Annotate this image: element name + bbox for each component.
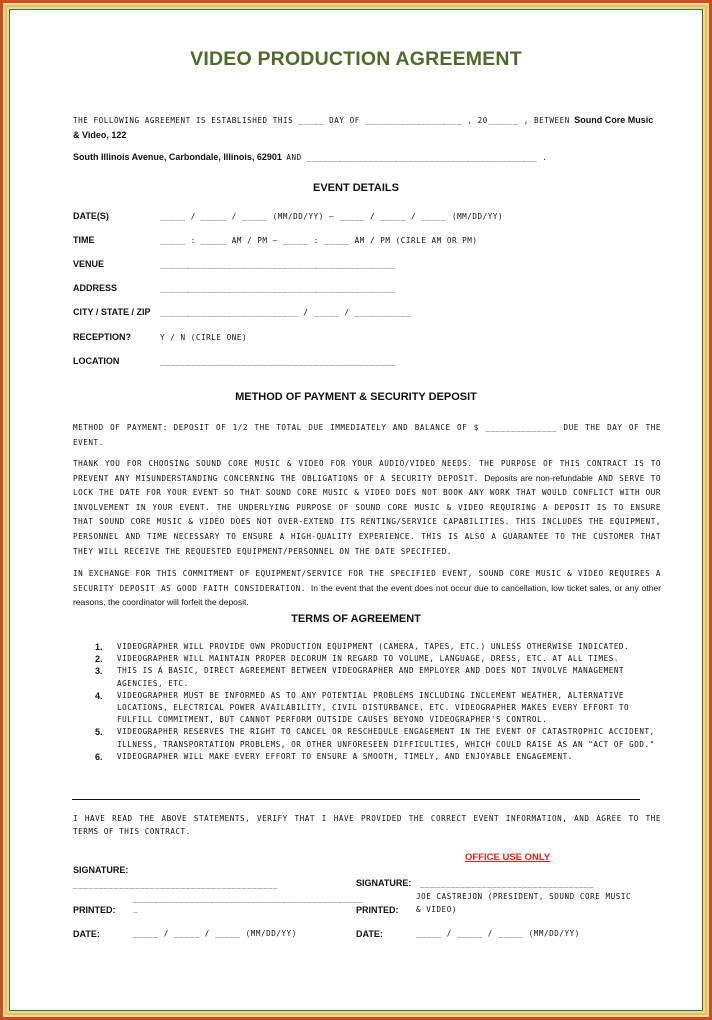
office-use-label: OFFICE USE ONLY bbox=[465, 852, 551, 863]
deposit-paragraph-2 bbox=[73, 566, 661, 609]
term-text: VIDEOGRAPHER WILL MAKE EVERY EFFORT TO ENSURE A SMOOTH, TIMELY, AND ENJOYABLE ENGAGEMENT. bbox=[117, 751, 573, 761]
address-field[interactable]: ______________________________________________ bbox=[160, 284, 396, 293]
city-state-zip-label: CITY / STATE / ZIP bbox=[73, 307, 151, 317]
payment-method bbox=[73, 420, 661, 449]
deposit-text-c: RENTING/SERVICE CAPABILITIES. THIS INCLUDES THE EQUIPMENT, PERSONNEL AND TIME NECESSARY TO ENSURE A HIGH-QUALITY EXPERIENCE. THIS IS ALSO A GUARANTEE TO THE CUSTOMER THAT THEY WILL RECEIVE THE REQUESTED EQUIPMENT/PERSONNEL ON THE DATE SPECIFIED. bbox=[73, 517, 661, 556]
customer-signature-label: SIGNATURE: bbox=[73, 865, 129, 875]
document-title: VIDEO PRODUCTION AGREEMENT bbox=[190, 48, 522, 70]
venue-label: VENUE bbox=[73, 259, 105, 269]
term-text: VIDEOGRAPHER RESERVES THE RIGHT TO CANCEL OR RESCHEDULE ENGAGEMENT IN THE EVENT OF CATASTROPHIC ACCIDENT, ILLNESS, TRANSPORTATION PROBLEMS, OR OTHER UNFORESEEN DIFFICULTIES, WHICH COULD RAISE AS AN "ACT OF GOD." bbox=[117, 727, 655, 749]
term-item bbox=[95, 751, 661, 763]
terms-list bbox=[95, 641, 661, 763]
terms-heading: TERMS OF AGREEMENT bbox=[291, 613, 421, 625]
reception-label: RECEPTION? bbox=[73, 332, 132, 342]
term-number: 2. bbox=[95, 654, 103, 665]
term-text: THIS IS A BASIC, DIRECT AGREEMENT BETWEEN VIDEOGRAPHER AND EMPLOYER AND DOES NOT INVOLVE MANAGEMENT AGENCIES, ETC. bbox=[117, 666, 625, 688]
term-item bbox=[95, 653, 661, 665]
intro-line-1 bbox=[73, 112, 661, 142]
location-field[interactable]: ______________________________________________ bbox=[160, 357, 396, 366]
office-printed-label: PRINTED: bbox=[356, 905, 399, 915]
event-details-heading: EVENT DETAILS bbox=[313, 182, 399, 194]
intro-party-blank: AND _____________________________________________ . bbox=[286, 153, 548, 162]
term-text: VIDEOGRAPHER WILL PROVIDE OWN PRODUCTION EQUIPMENT (CAMERA, TAPES, ETC.) UNLESS OTHERWISE INDICATED. bbox=[117, 642, 630, 651]
venue-field[interactable]: ______________________________________________ bbox=[160, 260, 396, 269]
payment-method-text[interactable]: DEPOSIT OF 1/2 THE TOTAL DUE IMMEDIATELY AND BALANCE OF $ ______________ DUE THE DAY OF THE EVENT. bbox=[73, 423, 661, 447]
office-date-label: DATE: bbox=[356, 929, 383, 939]
time-field[interactable]: _____ : _____ AM / PM — _____ : _____ AM / PM (CIRLE AM OR PM) bbox=[160, 236, 478, 245]
time-label: TIME bbox=[73, 235, 95, 245]
office-signature-line[interactable]: __________________________________ bbox=[420, 879, 595, 888]
location-label: LOCATION bbox=[73, 356, 120, 366]
deposit-text-b: AND SERVE TO LOCK THE DATE FOR YOUR EVENT SO THAT SOUND CORE MUSIC & VIDEO DOES NOT BOOK ANY WORK THAT WOULD CONFLICT WITH OUR INVOLVEMENT IN YOUR EVENT. THE UNDERLYING PURPOSE OF SOUND CORE MUSIC & VIDEO REQUIRING A DEPOSIT IS TO ENSURE THAT SOUND CORE MUSIC & VIDEO DOES NOT OVER-EXTEND ITS bbox=[73, 473, 661, 527]
term-item bbox=[95, 665, 661, 689]
office-signature-label: SIGNATURE: bbox=[356, 878, 412, 888]
payment-method-label: METHOD OF PAYMENT: bbox=[73, 423, 168, 432]
acknowledgement-text: I HAVE READ THE ABOVE STATEMENTS, VERIFY THAT I HAVE PROVIDED THE CORRECT EVENT INFORMATION, AND AGREE TO THE TERMS OF THIS CONTRACT. bbox=[73, 814, 661, 836]
date-label: DATE(S) bbox=[73, 211, 109, 221]
office-printed-name-line-1: JOE CASTREJON (PRESIDENT, SOUND CORE MUSIC bbox=[416, 892, 632, 901]
term-item bbox=[95, 641, 661, 653]
intro-text-mono: THE FOLLOWING AGREEMENT IS ESTABLISHED THIS _____ DAY OF ___________________ , 20______ , BETWEEN bbox=[73, 116, 570, 125]
customer-date-field[interactable]: _____ / _____ / _____ (MM/DD/YY) bbox=[133, 929, 297, 938]
term-number: 3. bbox=[95, 666, 103, 677]
city-state-zip-field[interactable]: ___________________________ / _____ / ___________ bbox=[160, 308, 411, 317]
intro-line-2 bbox=[73, 150, 661, 165]
date-field[interactable]: _____ / _____ / _____ (MM/DD/YY) — _____ / _____ / _____ (MM/DD/YY) bbox=[160, 212, 504, 221]
term-text: VIDEOGRAPHER WILL MAINTAIN PROPER DECORUM IN REGARD TO VOLUME, LANGUAGE, DRESS, ETC. AT ALL TIMES. bbox=[117, 654, 619, 664]
term-number: 5. bbox=[95, 727, 103, 738]
address-label: ADDRESS bbox=[73, 283, 118, 293]
term-text: VIDEOGRAPHER MUST BE INFORMED AS TO ANY POTENTIAL PROBLEMS INCLUDING INCLEMENT WEATHER, ALTERNATIVE LOCATIONS, ELECTRICAL POWER AVAILABILITY, CIVIL DISTURBANCE, ETC. VIDEOGRAPHER MAKES EVERY EFFORT TO FULFILL COMMITMENT, BUT CANNOT PERFORM OUTSIDE CAUSES BEYOND VIDEOGRAPHER'S CONTROL. bbox=[117, 690, 630, 725]
deposit-exchange-text: IN EXCHANGE FOR THIS COMMITMENT OF EQUIPMENT/SERVICE FOR THE SPECIFIED EVENT, SOUND CORE MUSIC & VIDEO REQUIRES A SECURITY DEPOSIT AS GOOD FAITH CONSIDERATION. bbox=[73, 569, 661, 593]
term-number: 6. bbox=[95, 751, 103, 762]
term-number: 1. bbox=[95, 642, 103, 652]
intro-address: South Illinois Avenue, Carbondale, Illinois, 62901 bbox=[73, 152, 282, 162]
section-divider bbox=[72, 799, 640, 800]
term-item bbox=[95, 726, 661, 750]
deposit-text-nonrefundable: Deposits are non-refundable bbox=[484, 472, 593, 483]
deposit-forfeit-text: In the event that the event does not occur due to cancellation, low ticket sales, or any other reasons, the coordinator will forfeit the deposit. bbox=[73, 582, 661, 608]
customer-signature-line[interactable]: ________________________________________ bbox=[73, 880, 278, 889]
customer-printed-line[interactable]: _____________________________________________ bbox=[133, 894, 364, 903]
intro-text-company: Sound Core Music & Video, 122 bbox=[73, 115, 654, 140]
customer-printed-field[interactable]: _ bbox=[133, 904, 139, 913]
office-printed-name-line-2: & VIDEO) bbox=[416, 905, 457, 914]
deposit-text-a: THANK YOU FOR CHOOSING SOUND CORE MUSIC & VIDEO FOR YOUR AUDIO/VIDEO NEEDS. THE PURPOSE OF THIS CONTRACT IS TO PREVENT ANY MISUNDERSTANDING CONCERNING THE OBLIGATIONS OF A SECURITY DEPOSIT. bbox=[73, 459, 661, 483]
office-date-field[interactable]: _____ / _____ / _____ (MM/DD/YY) bbox=[416, 929, 580, 938]
customer-date-label: DATE: bbox=[73, 929, 100, 939]
deposit-paragraph-1 bbox=[73, 456, 661, 558]
payment-heading: METHOD OF PAYMENT & SECURITY DEPOSIT bbox=[235, 391, 477, 403]
reception-field[interactable]: Y / N (CIRLE ONE) bbox=[160, 333, 248, 342]
term-number: 4. bbox=[95, 690, 103, 701]
customer-printed-label: PRINTED: bbox=[73, 905, 116, 915]
term-item bbox=[95, 690, 661, 727]
